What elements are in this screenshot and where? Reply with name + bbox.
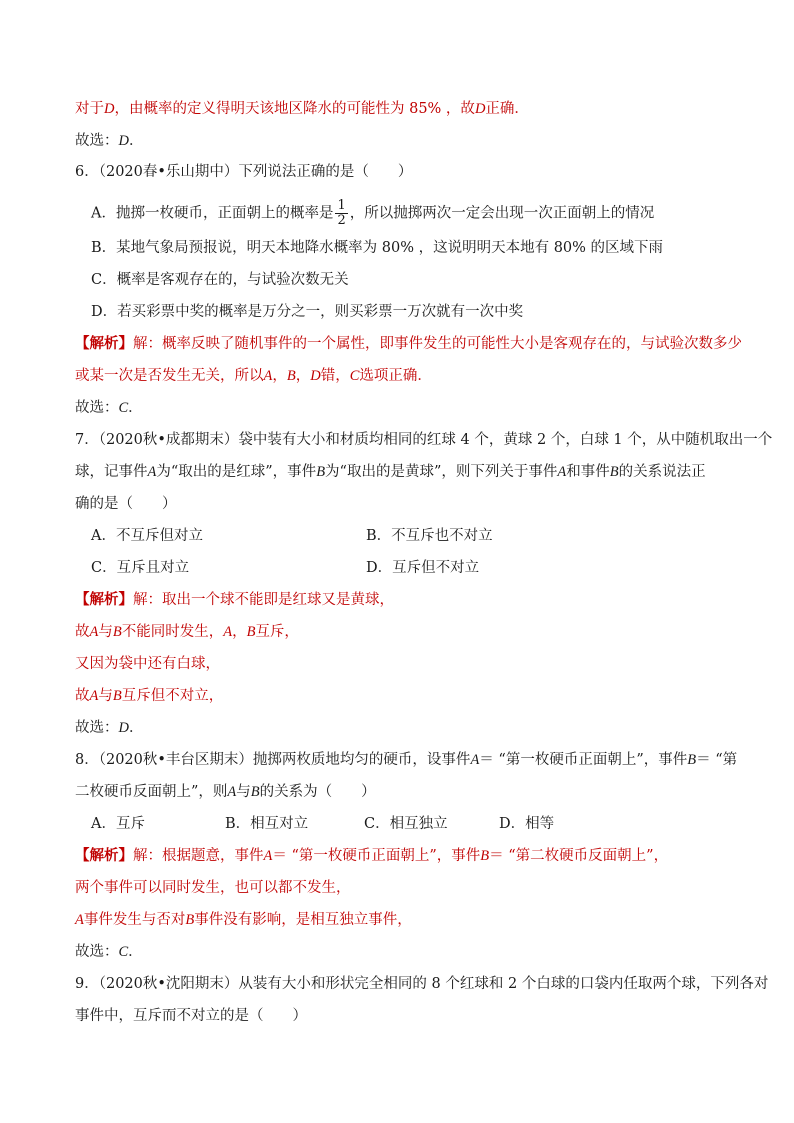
q5-solution-line: 对于D，由概率的定义得明天该地区降水的可能性为 85% ，故D正确． — [75, 101, 529, 117]
solution-tag: 【解析】 — [75, 591, 133, 608]
q6-solution-line-1: 【解析】解：概率反映了随机事件的一个属性，即事件发生的可能性大小是客观存在的，与试验次数多少 — [75, 335, 742, 352]
q8-answer: 故选：C． — [75, 944, 143, 960]
q9-stem-line-2: 事件中，互斥而不对立的是（ ） — [75, 1008, 307, 1024]
q5-answer: 故选：D． — [75, 133, 144, 149]
q8-solution-line-1: 【解析】解：根据题意，事件A＝ “第一枚硬币正面朝上”，事件B＝ “第二枚硬币反面朝上”， — [75, 847, 669, 864]
q7-solution-line-4: 故A与B互斥但不对立， — [75, 688, 224, 704]
q8-stem-line-1: 8．（2020秋•丰台区期末）抛掷两枚质地均匀的硬币，设事件A＝ “第一枚硬币正面朝上”，事件B＝ “第 — [75, 752, 738, 768]
q6-stem: 6．（2020春•乐山期中）下列说法正确的是（ ） — [75, 164, 413, 180]
q7-option-a: A．不互斥但对立 — [91, 528, 203, 544]
solution-tag: 【解析】 — [75, 335, 133, 352]
q7-option-b: B．不互斥也不对立 — [366, 528, 493, 544]
q9-stem-line-1: 9．（2020秋•沈阳期末）从装有大小和形状完全相同的 8 个红球和 2 个白球的口袋内任取两个球，下列各对 — [75, 976, 769, 992]
q7-stem-line-1: 7．（2020秋•成都期末）袋中装有大小和材质均相同的红球 4 个，黄球 2 个，白球 1 个，从中随机取出一个 — [75, 432, 773, 448]
q7-stem-line-2: 球，记事件A为“取出的是红球”，事件B为“取出的是黄球”，则下列关于事件A和事件B的关系说法正 — [75, 464, 706, 480]
q7-stem-line-3: 确的是（ ） — [75, 496, 177, 512]
q6-solution-line-2: 或某一次是否发生无关，所以A，B，D错，C选项正确． — [75, 368, 432, 384]
q8-solution-line-3: A事件发生与否对B事件没有影响，是相互独立事件， — [75, 912, 412, 928]
q8-solution-line-2: 两个事件可以同时发生，也可以都不发生， — [75, 880, 351, 896]
q8-stem-line-2: 二枚硬币反面朝上”，则A与B的关系为（ ） — [75, 784, 376, 800]
q6-answer: 故选：C． — [75, 400, 143, 416]
q7-solution-line-2: 故A与B不能同时发生，A，B互斥， — [75, 624, 299, 640]
q8-option-d: D．相等 — [499, 816, 555, 832]
q8-option-b: B．相互对立 — [225, 816, 309, 832]
q7-solution-line-1: 【解析】解：取出一个球不能即是红球又是黄球， — [75, 591, 394, 608]
q7-option-d: D．互斥但不对立 — [366, 560, 480, 576]
q7-solution-line-3: 又因为袋中还有白球， — [75, 656, 220, 672]
q7-option-c: C．互斥且对立 — [91, 560, 190, 576]
fraction-one-half: $\frac{1}{2}$ — [337, 198, 346, 228]
q6-option-a: A．抛掷一枚硬币，正面朝上的概率是 $\frac{1}{2}$ ，所以抛掷两次一定会出现一次正面朝上的情况 — [91, 198, 655, 228]
solution-tag: 【解析】 — [75, 847, 133, 864]
q6-option-b: B．某地气象局预报说，明天本地降水概率为 80% ，这说明明天本地有 80% 的区域下雨 — [91, 240, 664, 256]
q6-option-d: D．若买彩票中奖的概率是万分之一，则买彩票一万次就有一次中奖 — [91, 304, 524, 320]
q8-option-c: C．相互独立 — [364, 816, 448, 832]
q8-option-a: A．互斥 — [91, 816, 145, 832]
q7-answer: 故选：D． — [75, 720, 144, 736]
q6-option-c: C．概率是客观存在的，与试验次数无关 — [91, 272, 349, 288]
